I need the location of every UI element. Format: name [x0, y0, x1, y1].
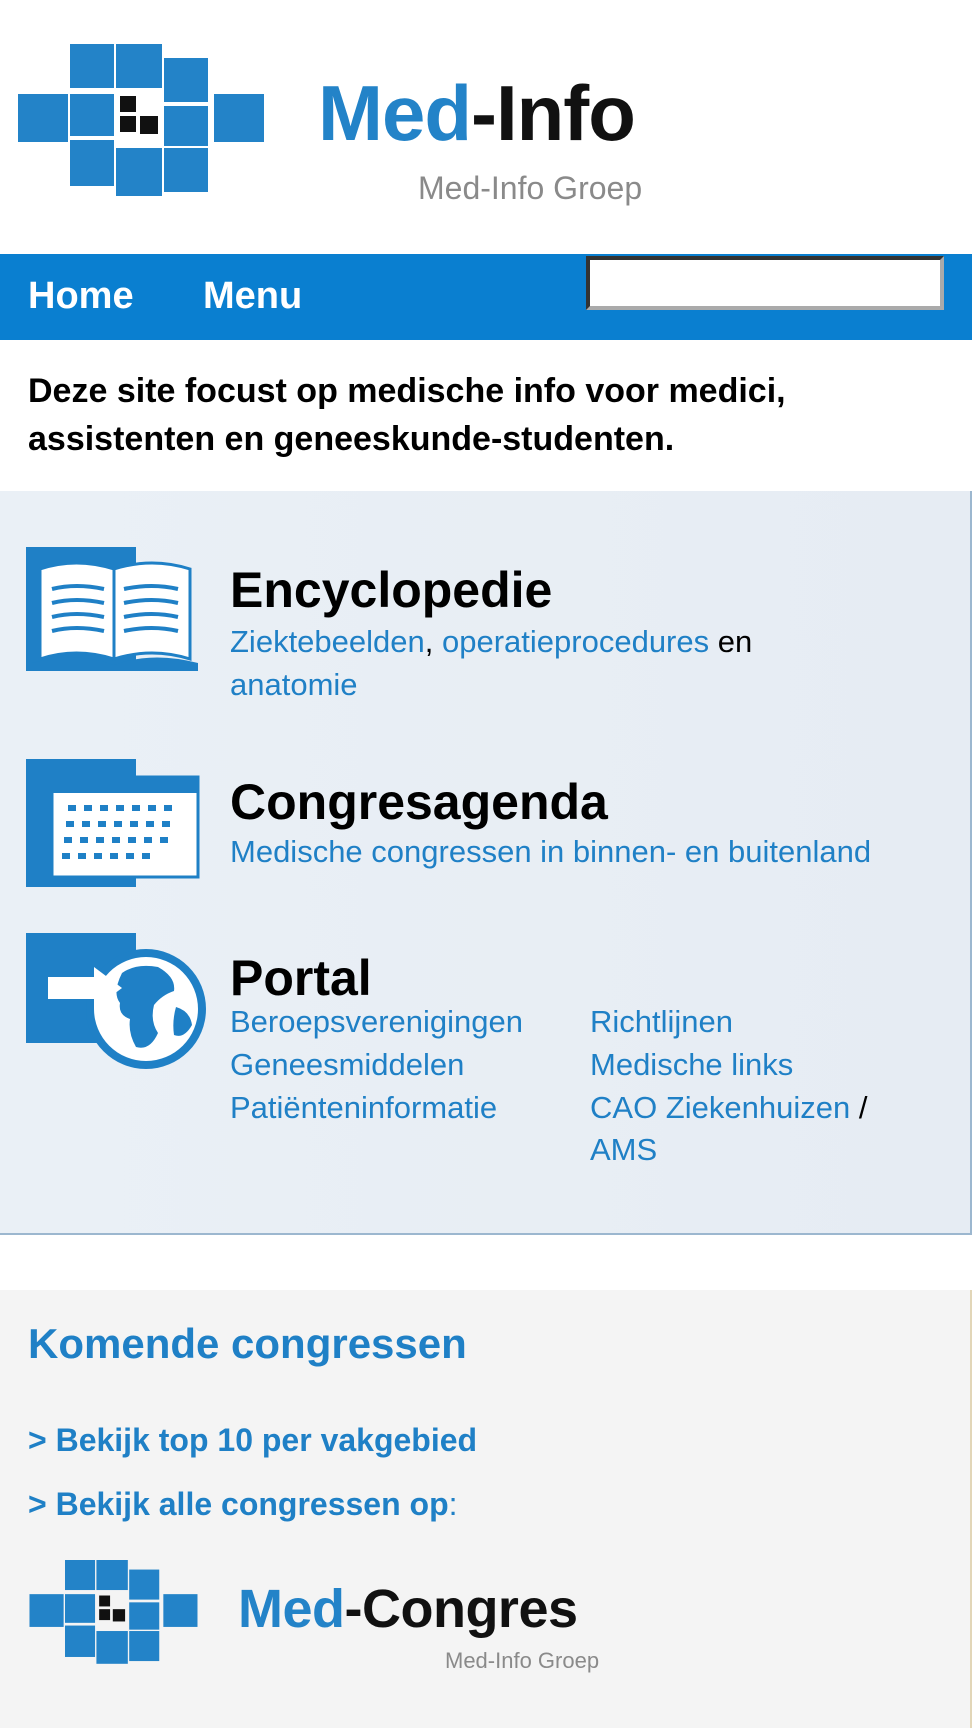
portal-left-links: [230, 1001, 523, 1129]
all-congresses-row: [28, 1486, 458, 1523]
ams-link[interactable]: AMS: [590, 1132, 658, 1168]
medische-congressen-link[interactable]: Medische congressen in binnen- en buitenland: [230, 834, 872, 869]
logo-suffix: -Info: [471, 69, 635, 157]
patienteninformatie-link[interactable]: Patiënteninformatie: [230, 1089, 498, 1125]
med-congres-title[interactable]: [238, 1579, 578, 1639]
intro-text: Deze site focust op medische info voor medici, assistenten en geneeskunde-studenten.: [28, 372, 786, 458]
portal-right-links: [590, 1001, 950, 1172]
search-input[interactable]: [586, 256, 944, 310]
congresagenda-desc: [230, 831, 950, 874]
portal-title[interactable]: Portal: [230, 950, 372, 1006]
nav-menu-link[interactable]: Menu: [203, 275, 303, 317]
mc-suffix: -Congres: [344, 1579, 578, 1639]
comma-sep: ,: [424, 624, 434, 659]
med-info-logo-icon[interactable]: [18, 44, 286, 208]
logo-title[interactable]: [318, 69, 635, 157]
calendar-icon[interactable]: [26, 759, 202, 887]
encyclopedie-desc: [230, 621, 950, 707]
logo-subtitle: Med-Info Groep: [418, 170, 643, 206]
slash-separator: /: [858, 1089, 868, 1125]
operatieprocedures-link[interactable]: operatieprocedures: [442, 624, 710, 659]
all-congresses-link[interactable]: > Bekijk alle congressen op: [28, 1486, 449, 1522]
beroepsverenigingen-link[interactable]: Beroepsverenigingen: [230, 1004, 523, 1039]
richtlijnen-link[interactable]: Richtlijnen: [590, 1004, 734, 1039]
med-congres-logo-icon[interactable]: [28, 1560, 214, 1672]
site-header: [0, 0, 972, 254]
book-icon[interactable]: [26, 547, 204, 671]
colon-text: :: [448, 1486, 458, 1522]
congresagenda-title[interactable]: Congresagenda: [230, 774, 608, 830]
mc-subtitle: Med-Info Groep: [445, 1648, 600, 1673]
medische-links-link[interactable]: Medische links: [590, 1046, 794, 1082]
nav-home-link[interactable]: Home: [28, 275, 134, 317]
main-panel: [0, 491, 972, 1235]
upcoming-congresses-title: Komende congressen: [28, 1320, 467, 1367]
ziektebeelden-link[interactable]: Ziektebeelden: [230, 624, 425, 659]
conjunction-text: en: [717, 624, 753, 659]
upcoming-congresses-panel: [0, 1290, 972, 1728]
cao-ziekenhuizen-link[interactable]: CAO Ziekenhuizen: [590, 1089, 851, 1125]
logo-prefix: Med: [318, 69, 471, 157]
globe-arrow-icon[interactable]: [26, 933, 208, 1071]
mc-prefix: Med: [238, 1579, 345, 1639]
anatomie-link[interactable]: anatomie: [230, 666, 358, 702]
geneesmiddelen-link[interactable]: Geneesmiddelen: [230, 1046, 465, 1082]
top10-link[interactable]: > Bekijk top 10 per vakgebied: [28, 1422, 478, 1458]
encyclopedie-title[interactable]: Encyclopedie: [230, 562, 553, 618]
